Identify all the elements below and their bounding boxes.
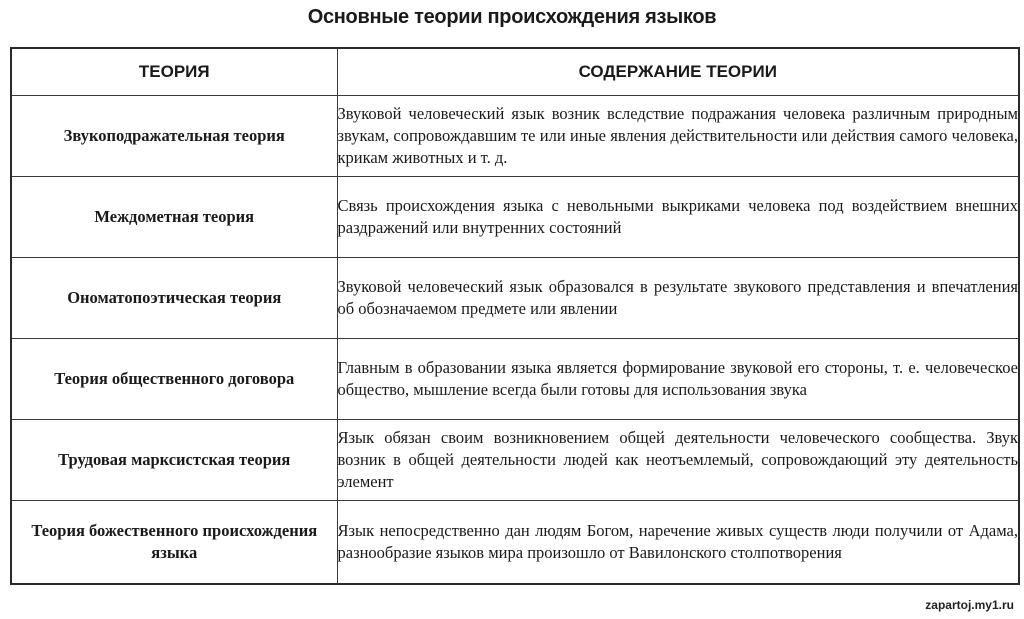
table-row <box>11 501 1019 585</box>
header-theory: ТЕОРИЯ <box>11 48 337 96</box>
table-row <box>11 177 1019 258</box>
theory-content: Связь происхождения языка с невольными выкриками человека под воздействием внешних раздражений или внутренних состояний <box>337 177 1019 258</box>
theory-content: Язык обязан своим возникновением общей деятельности человеческого сообщества. Звук возник в общей деятельности людей как неотъемлемый, сопровождающий эту деятельность элемент <box>337 420 1019 501</box>
theory-name: Теория общественного договора <box>11 339 337 420</box>
theory-content: Звуковой человеческий язык возник вследствие подражания человека различным природным звукам, сопровождавшим те или иные явления действительности или действия самого человека, крикам животных и т. д. <box>337 96 1019 177</box>
theory-name: Теория божественного происхождения языка <box>11 501 337 585</box>
theories-table <box>10 47 1020 585</box>
table-row <box>11 96 1019 177</box>
table-row <box>11 420 1019 501</box>
watermark: zapartoj.my1.ru <box>925 598 1014 612</box>
table-row <box>11 339 1019 420</box>
theory-name: Ономатопоэтическая теория <box>11 258 337 339</box>
page-title: Основные теории происхождения языков <box>307 6 717 28</box>
theory-content: Звуковой человеческий язык образовался в результате звукового представления и впечатления об обозначаемом предмете или явлении <box>337 258 1019 339</box>
theory-content: Язык непосредственно дан людям Богом, наречение живых существ люди получили от Адама, разнообразие языков мира произошло от Вавилонского столпотворения <box>337 501 1019 585</box>
theory-name: Междометная теория <box>11 177 337 258</box>
table-header-row <box>11 48 1019 96</box>
theory-content: Главным в образовании языка является формирование звуковой его стороны, т. е. человеческое общество, мышление всегда были готовы для использования звука <box>337 339 1019 420</box>
table-row <box>11 258 1019 339</box>
theory-name: Трудовая марксистская теория <box>11 420 337 501</box>
theory-name: Звукоподражательная теория <box>11 96 337 177</box>
header-content: СОДЕРЖАНИЕ ТЕОРИИ <box>337 48 1019 96</box>
